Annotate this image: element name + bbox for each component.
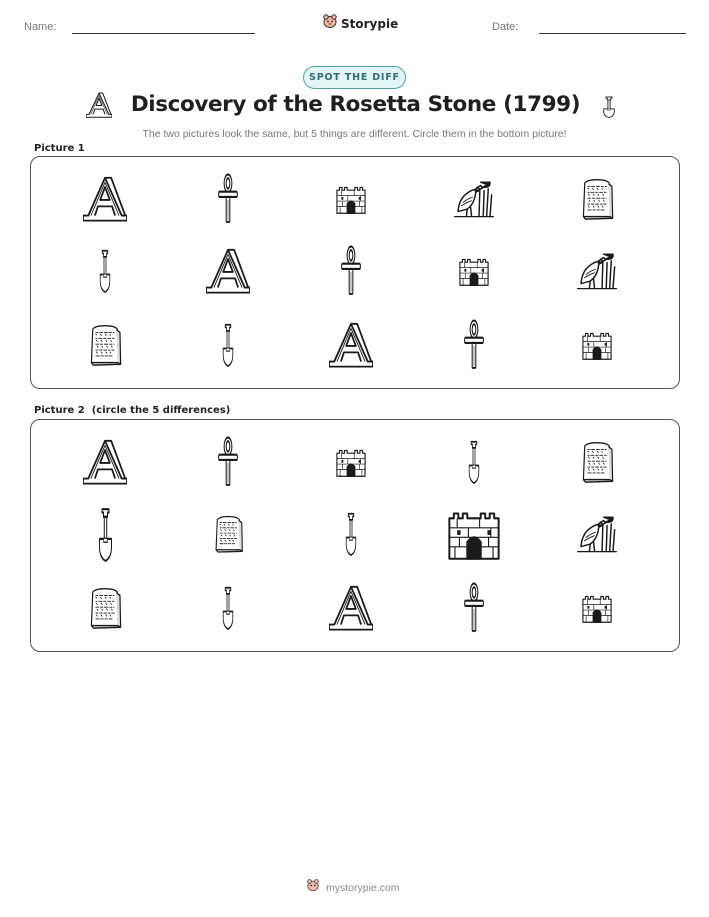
brand-logo — [322, 13, 398, 34]
name-label: Name: — [24, 21, 57, 33]
date-label: Date: — [492, 21, 519, 33]
ankh-icon — [461, 319, 487, 371]
instructions: The two pictures look the same, but 5 things are different. Circle them in the bottom picture! — [142, 128, 567, 140]
ankh-icon — [215, 173, 241, 225]
letter-a-icon — [206, 248, 250, 294]
shovel-icon[interactable] — [93, 507, 118, 562]
picture-2-panel[interactable] — [30, 419, 680, 652]
shovel-icon[interactable] — [218, 586, 238, 630]
bird-reeds-icon — [576, 250, 618, 292]
shovel-icon — [218, 323, 238, 367]
letter-a-icon[interactable] — [83, 439, 127, 485]
page-title: Discovery of the Rosetta Stone (1799) — [130, 92, 581, 117]
shovel-icon — [95, 249, 115, 293]
storypie-mascot-icon — [306, 878, 320, 897]
picture-1-panel — [30, 156, 680, 389]
name-field[interactable] — [72, 33, 255, 34]
shovel-icon — [598, 93, 620, 121]
rosetta-stone-icon[interactable] — [580, 441, 614, 483]
castle-icon[interactable] — [335, 445, 367, 479]
castle-icon[interactable] — [446, 504, 502, 564]
castle-icon — [458, 254, 490, 288]
ankh-icon[interactable] — [215, 436, 241, 488]
footer-url[interactable]: mystorypie.com — [326, 881, 400, 894]
bird-reeds-icon — [453, 178, 495, 220]
ankh-icon — [338, 245, 364, 297]
letter-a-icon — [86, 90, 112, 120]
letter-a-icon — [83, 176, 127, 222]
ankh-icon[interactable] — [461, 582, 487, 634]
castle-icon — [581, 328, 613, 362]
rosetta-stone-icon[interactable] — [88, 587, 122, 629]
letter-a-icon[interactable] — [329, 585, 373, 631]
footer — [306, 878, 400, 897]
letter-a-icon — [329, 322, 373, 368]
rosetta-stone-icon — [88, 324, 122, 366]
picture-2-label: Picture 2 (circle the 5 differences) — [34, 405, 231, 416]
picture-1-label: Picture 1 — [34, 143, 85, 154]
castle-icon[interactable] — [581, 591, 613, 625]
rosetta-stone-icon — [580, 178, 614, 220]
bird-reeds-icon[interactable] — [576, 513, 618, 555]
shovel-icon[interactable] — [464, 440, 484, 484]
storypie-mascot-icon — [322, 13, 338, 34]
rosetta-stone-icon[interactable] — [213, 515, 244, 553]
date-field[interactable] — [539, 33, 686, 34]
activity-badge: SPOT THE DIFF — [303, 66, 406, 89]
brand-name: Storypie — [341, 16, 399, 31]
shovel-icon[interactable] — [341, 512, 361, 556]
castle-icon — [335, 182, 367, 216]
